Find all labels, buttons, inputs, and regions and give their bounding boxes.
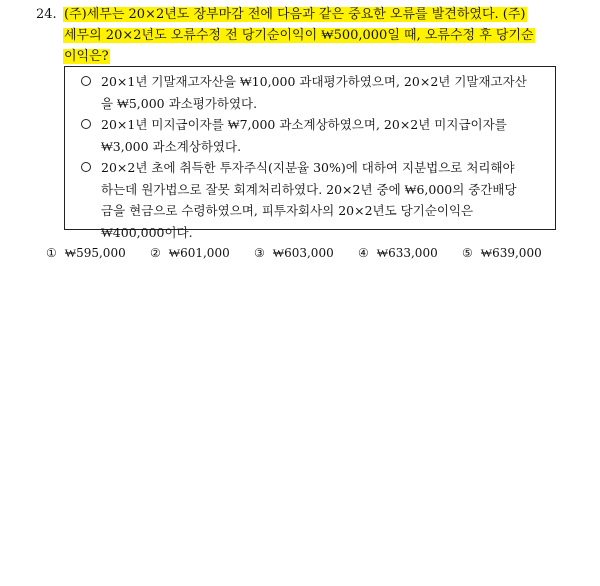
choice-2-marker: ②: [150, 246, 161, 260]
circle-bullet-icon: [81, 119, 91, 129]
choice-5-marker: ⑤: [462, 246, 473, 260]
choice-5-value: ₩639,000: [480, 246, 542, 260]
condition-3-line-1: 20×2년 초에 취득한 투자주식(지분율 30%)에 대하여 지분법으로 처리해야: [101, 160, 515, 175]
question-number: 24.: [36, 7, 57, 22]
stem-line-1: (주)세무는 20×2년도 장부마감 전에 다음과 같은 중요한 오류를 발견하였다. (주): [64, 7, 526, 22]
condition-1-line-1: 20×1년 기말재고자산을 ₩10,000 과대평가하였으며, 20×2년 기말재고자산: [101, 74, 527, 89]
circle-bullet-icon: [81, 76, 91, 86]
choice-1-marker: ①: [46, 246, 57, 260]
choice-3-value: ₩603,000: [272, 246, 334, 260]
condition-item-3: [79, 157, 543, 243]
condition-2-line-2: ₩3,000 과소계상하였다.: [101, 138, 242, 154]
question-stem: [63, 4, 583, 67]
condition-1-line-2: 을 ₩5,000 과소평가하였다.: [101, 95, 258, 111]
choice-3-marker: ③: [254, 246, 265, 260]
condition-3-line-4: ₩400,000이다.: [101, 224, 193, 240]
choice-4-marker: ④: [358, 246, 369, 260]
choice-3[interactable]: [254, 244, 358, 262]
choice-1[interactable]: [46, 244, 150, 262]
conditions-box: [64, 66, 556, 240]
condition-item-2: [79, 114, 543, 157]
choice-4-value: ₩633,000: [376, 246, 438, 260]
answer-choices: [46, 244, 566, 262]
condition-2-line-1: 20×1년 미지급이자를 ₩7,000 과소계상하였으며, 20×2년 미지급이자를: [101, 117, 507, 132]
stem-line-2: 세무의 20×2년도 오류수정 전 당기순이익이 ₩500,000일 때, 오류수정 후 당기순: [64, 28, 534, 43]
choice-5[interactable]: [462, 244, 566, 262]
choice-4[interactable]: [358, 244, 462, 262]
condition-3-line-2: 하는데 원가법으로 잘못 회계처리하였다. 20×2년 중에 ₩6,000의 중간배당: [101, 181, 517, 197]
circle-bullet-icon: [81, 162, 91, 172]
choice-2-value: ₩601,000: [168, 246, 230, 260]
condition-3-line-3: 금을 현금으로 수령하였으며, 피투자회사의 20×2년도 당기순이익은: [101, 203, 474, 218]
choice-1-value: ₩595,000: [64, 246, 126, 260]
choice-2[interactable]: [150, 244, 254, 262]
condition-item-1: [79, 71, 543, 114]
stem-line-3: 이익은?: [64, 49, 109, 64]
